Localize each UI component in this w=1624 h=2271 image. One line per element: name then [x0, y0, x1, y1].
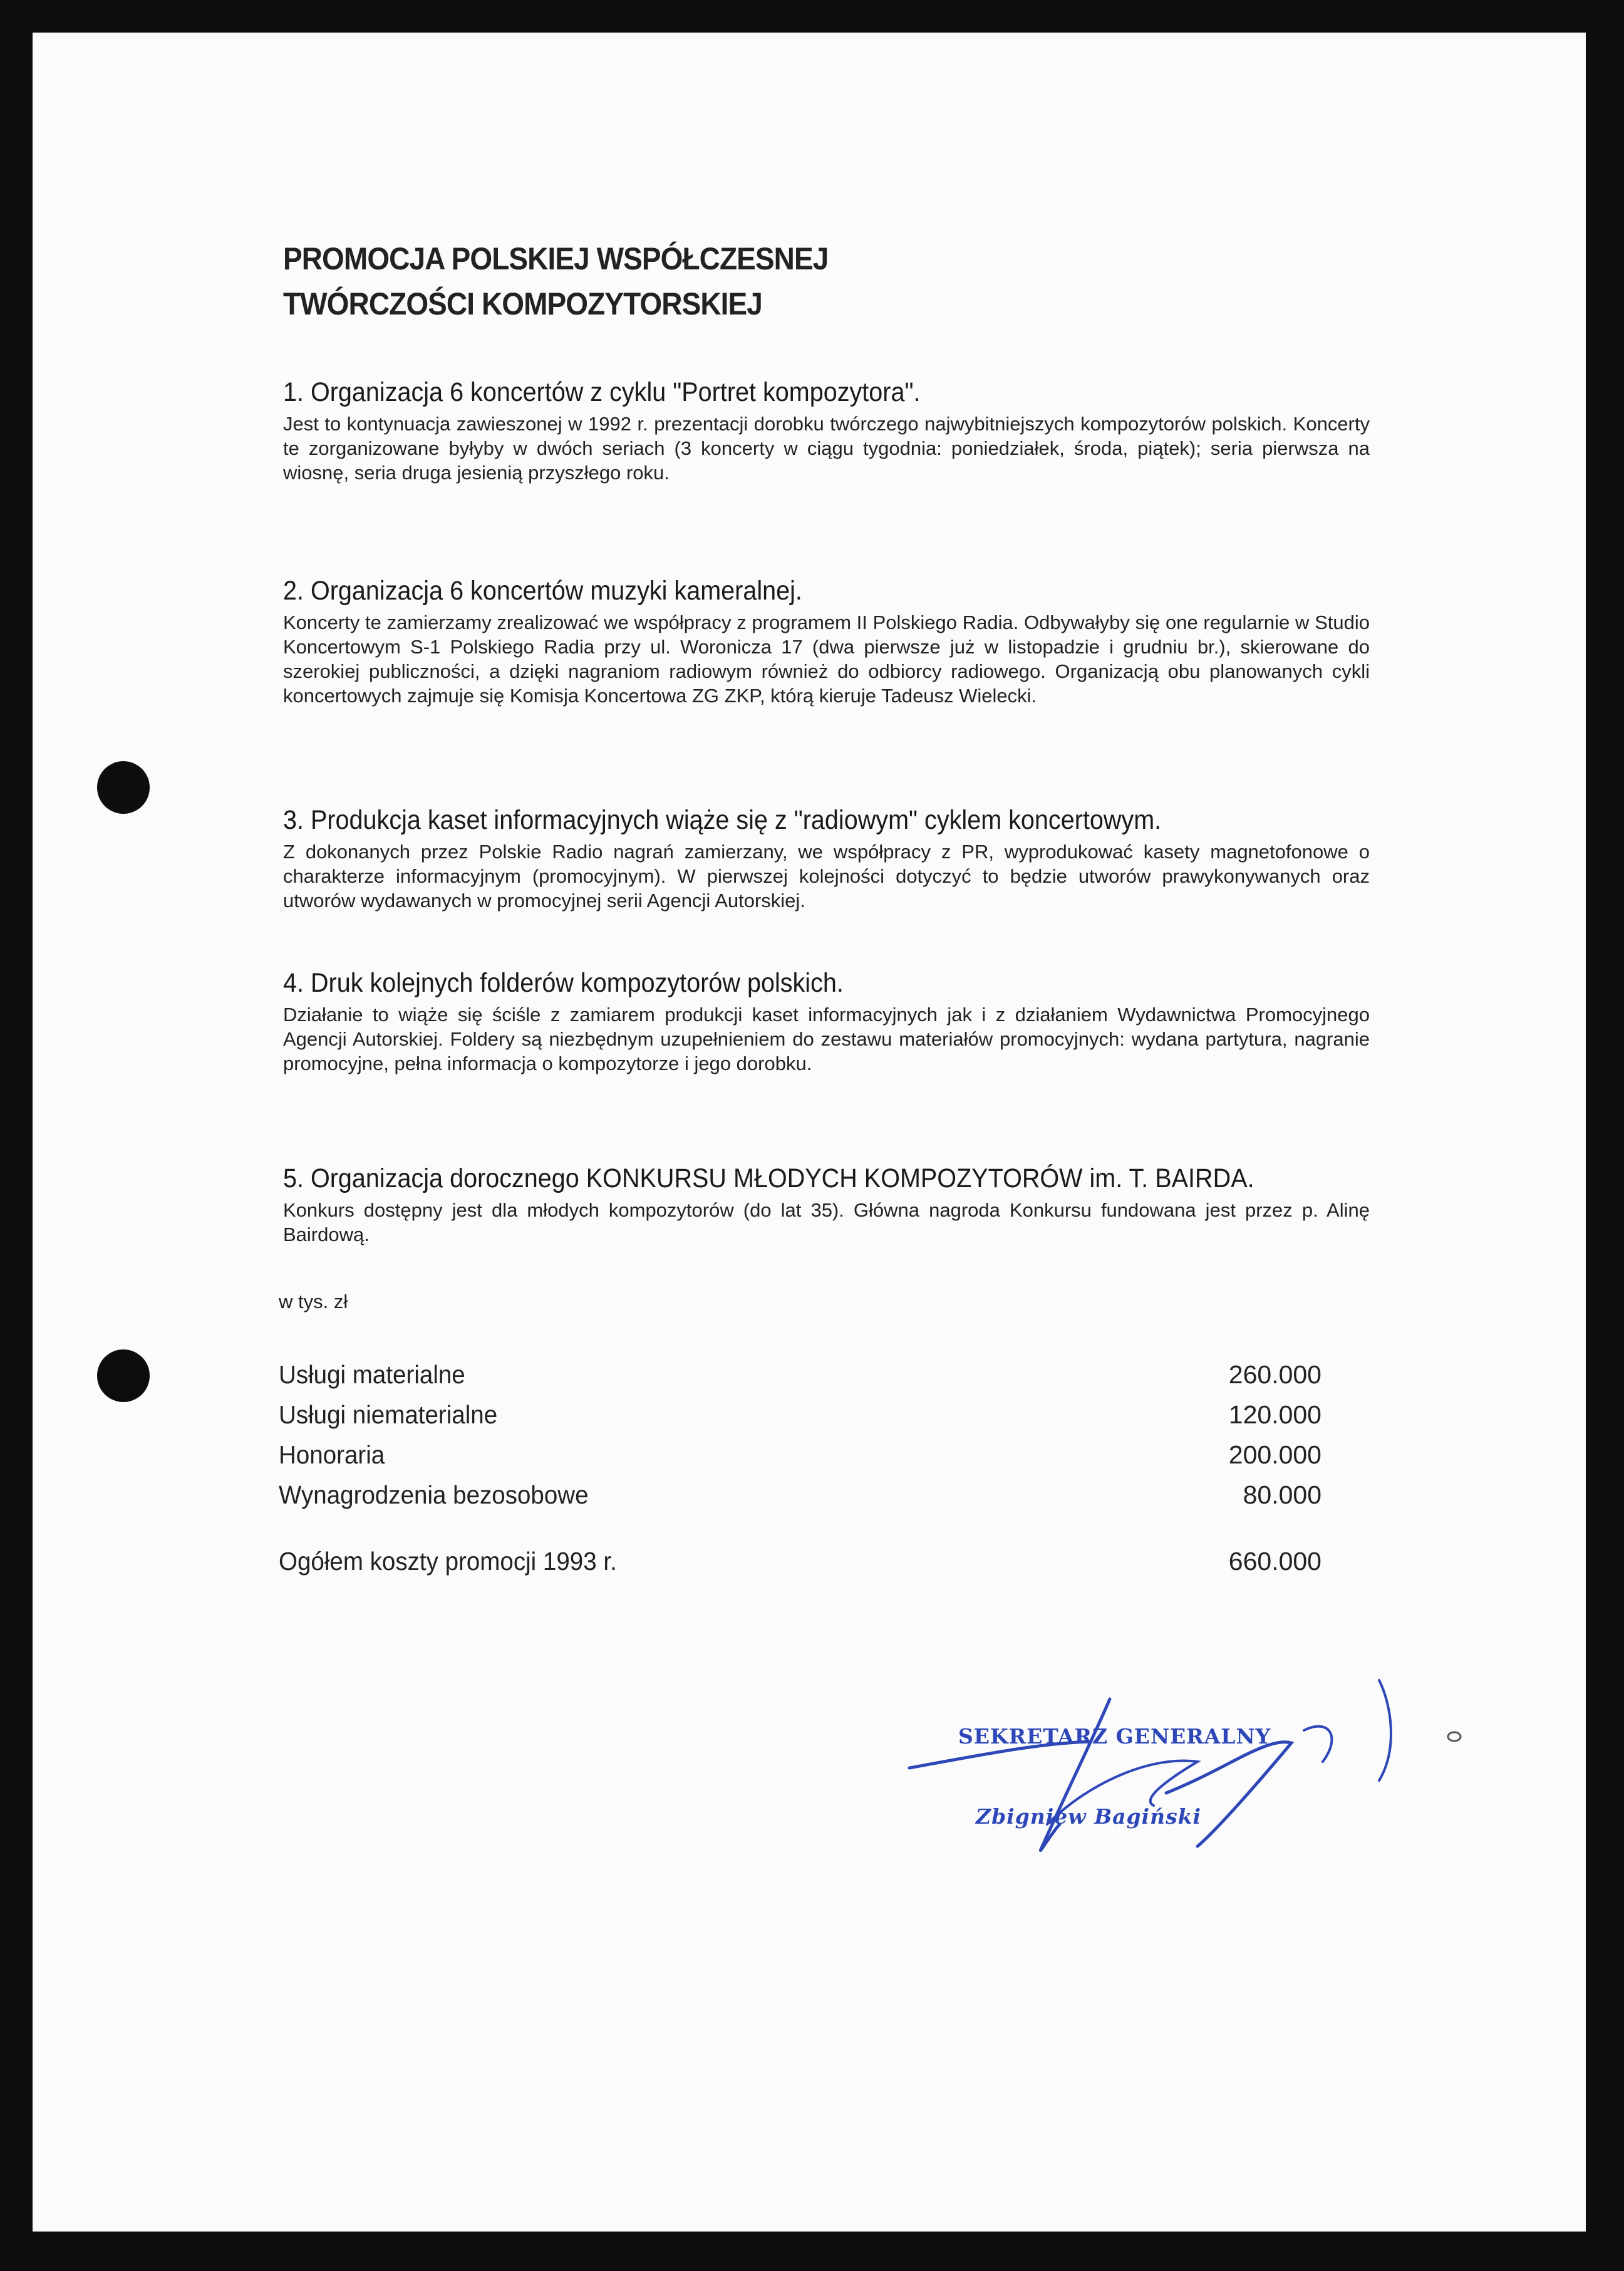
cost-label: Usługi niematerialne	[279, 1400, 498, 1429]
section-body: Koncerty te zamierzamy zrealizować we współpracy z programem II Polskiego Radia. Odbywałyby się one regularnie w Studio Koncertowym S-1 Polskiego Radia przy ul. Woronicza 17 (dwa pierwsze już w listopadzie i grudniu br.), skierowane do szerokiej publiczności, a dzięki nagraniom radiowym również do odbiorcy radiowego. Organizacją obu planowanych cykli koncertowych zajmuje się Komisja Koncertowa ZG ZKP, którą kieruje Tadeusz Wielecki.	[283, 611, 1370, 707]
cost-row	[279, 1354, 1321, 1395]
title-line-1: PROMOCJA POLSKIEJ WSPÓŁCZESNEJ	[283, 241, 829, 276]
currency-unit-label: w tys. zł	[279, 1291, 348, 1312]
cost-label: Honoraria	[279, 1440, 385, 1469]
cost-row	[279, 1435, 1321, 1475]
section-body: Działanie to wiąże się ściśle z zamiarem produkcji kaset informacyjnych jak i z działaniem Wydawnictwa Promocyjnego Agencji Autorskiej. Foldery są niezbędnym uzupełnieniem do zestawu materiałów promocyjnych: wydana partytura, nagranie promocyjne, pełna informacja o kompozytorze i jego dorobku.	[283, 1004, 1370, 1074]
cost-value: 200.000	[1228, 1440, 1321, 1469]
total-label: Ogółem koszty promocji 1993 r.	[279, 1547, 617, 1576]
section-heading: 1. Organizacja 6 koncertów z cyklu "Portret kompozytora".	[283, 377, 921, 407]
cost-value: 120.000	[1228, 1400, 1321, 1429]
section-4	[283, 965, 1370, 1076]
stamp-name: Zbigniew Bagiński	[976, 1804, 1202, 1829]
cost-row	[279, 1395, 1321, 1435]
section-body: Konkurs dostępny jest dla młodych kompozytorów (do lat 35). Główna nagroda Konkursu fundowana jest przez p. Alinę Bairdową.	[283, 1199, 1370, 1245]
cost-row	[279, 1475, 1321, 1515]
section-body: Z dokonanych przez Polskie Radio nagrań zamierzany, we współpracy z PR, wyprodukować kasety magnetofonowe o charakterze informacyjnym (promocyjnym). W pierwszej kolejności dotyczyć to będzie utworów prawykonywanych oraz utworów wydawanych w promocyjnej serii Agencji Autorskiej.	[283, 841, 1370, 912]
section-body: Jest to kontynuacja zawieszonej w 1992 r. prezentacji dorobku twórczego najwybitniejszych kompozytorów polskich. Koncerty te zorganizowane byłyby w dwóch seriach (3 koncerty w ciągu tygodnia: poniedziałek, środa, piątek); seria pierwsza na wiosnę, seria druga jesienią przyszłego roku.	[283, 413, 1370, 484]
section-heading: 5. Organizacja dorocznego KONKURSU MŁODYCH KOMPOZYTORÓW im. T. BAIRDA.	[283, 1163, 1254, 1193]
cost-label: Usługi materialne	[279, 1360, 465, 1389]
section-3	[283, 802, 1370, 913]
title-line-2: TWÓRCZOŚCI KOMPOZYTORSKIEJ	[283, 286, 762, 321]
document-title	[283, 236, 1205, 326]
cost-label: Wynagrodzenia bezosobowe	[279, 1480, 589, 1509]
stamp-title: SEKRETARZ GENERALNY	[958, 1724, 1271, 1749]
cost-value: 260.000	[1228, 1360, 1321, 1389]
section-5	[283, 1160, 1370, 1247]
cost-value: 80.000	[1243, 1480, 1321, 1509]
cost-table	[279, 1354, 1321, 1581]
punch-hole-lower	[97, 1349, 150, 1402]
total-value: 660.000	[1228, 1547, 1321, 1576]
section-heading: 3. Produkcja kaset informacyjnych wiąże się z "radiowym" cyklem koncertowym.	[283, 805, 1162, 835]
section-heading: 4. Druk kolejnych folderów kompozytorów polskich.	[283, 968, 844, 998]
section-heading: 2. Organizacja 6 koncertów muzyki kameralnej.	[283, 576, 802, 606]
section-2	[283, 573, 1370, 708]
handwritten-signature	[903, 1668, 1504, 1881]
document-page	[33, 33, 1586, 2232]
punch-hole-upper	[97, 761, 150, 814]
section-1	[283, 374, 1370, 485]
cost-total-row	[279, 1541, 1321, 1581]
